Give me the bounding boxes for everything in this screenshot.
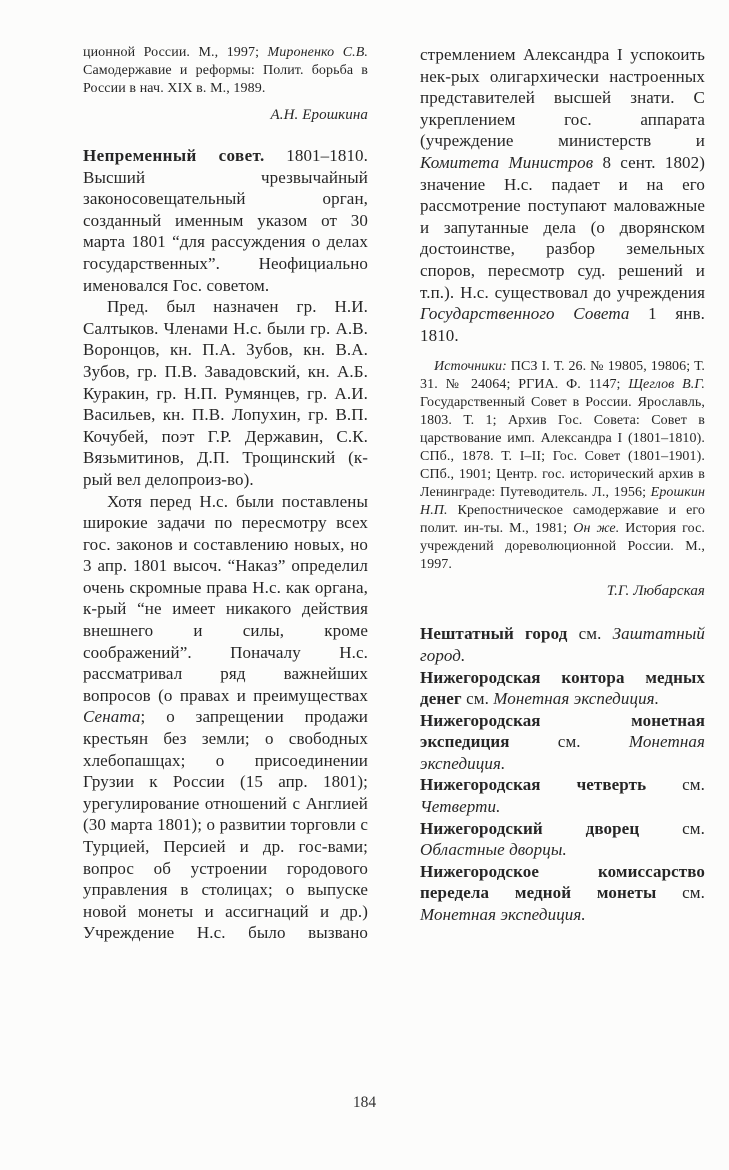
- entry-neshtatny-gorod: [420, 623, 705, 666]
- crossref-target: Монетная экспедиция.: [493, 689, 660, 709]
- crossref-target: Монетная экспедиция.: [420, 732, 705, 773]
- author-signature-eroshkina: А.Н. Ерошкина: [270, 107, 368, 123]
- see-label: см.: [461, 689, 494, 709]
- entry-headword: Непременный совет.: [83, 146, 265, 165]
- state-council-crossref: Государственного Совета: [420, 304, 630, 324]
- entry-nepremenny-sovet: [83, 145, 368, 296]
- see-label: см.: [646, 775, 705, 795]
- sources-text: ПСЗ I. Т. 26. № 19805, 19806; Т. 31. № 24064; РГИА. Ф. 1147;: [420, 359, 705, 393]
- crossref-target: Заштатный город.: [420, 624, 705, 665]
- see-label: см.: [639, 818, 705, 838]
- entry-headword: Нижегородский дворец: [420, 818, 640, 838]
- two-column-text-block: [83, 44, 705, 944]
- entry-nizhegorodsky-dvorets: [420, 818, 705, 861]
- sources-author-shcheglov: Щеглов В.Г.: [628, 377, 705, 393]
- entry-headword: Нижегородская контора медных денег: [420, 667, 705, 709]
- sources-text: История гос. учреждений дореволюционной России. М., 1997.: [420, 521, 705, 573]
- entry-headword: Нештатный город: [420, 624, 568, 644]
- author-signature-lyubarskaya: Т.Г. Любарская: [606, 583, 705, 600]
- senate-crossref: Сената: [83, 707, 141, 727]
- sources-author-idem: Он же.: [573, 521, 620, 537]
- entry-headword: Нижегородская монетная экспедиция: [420, 710, 705, 752]
- paragraph-continuation: [420, 44, 705, 346]
- bibliography-author: Мироненко С.В.: [267, 45, 368, 60]
- entry-nizhegorodskaya-chetvert: [420, 774, 705, 817]
- page-number: 184: [352, 1094, 377, 1111]
- crossref-target: Четверти.: [420, 797, 501, 817]
- entry-headword: Нижегородская четверть: [420, 775, 647, 795]
- bibliography-text: ционной России. М., 1997;: [83, 45, 268, 60]
- sources-text: Крепостническое самодержавие и его полит. ин-ты. М., 1981;: [420, 503, 705, 537]
- see-label: см.: [509, 732, 629, 752]
- sources-label: Источники:: [434, 359, 507, 375]
- entry-nizhegorodskaya-kontora: [420, 667, 705, 710]
- crossref-target: Областные дворцы.: [420, 840, 567, 860]
- paragraph-text: ; о запрещении продажи крестьян без земли; о свободных хлебопашцах; о присоединении Грузии к России (15 апр. 1801); урегулирование отношений с Англией (30 марта 1801); о развитии торговли с Турцией, Персией и др. гос-вами; вопрос об устроении городового управления в столицах; о выпуске новой монеты и ассигнаций и др.) Учреждение Н.с. было вызвано: [83, 707, 368, 943]
- left-column: [83, 44, 368, 944]
- entry-nizhegorodskoe-komissarstvo: [420, 861, 705, 926]
- committee-crossref: Комитета Министров: [420, 152, 594, 172]
- paragraph-text: 8 сент. 1802) значение Н.с. падает и на его рассмотрение поступают маловажные и запутанные дела (о дворянском достоинстве, разбор земельных споров, пересмотр суд. решений и т.п.). Н.с. существовал до учреждения: [420, 152, 706, 302]
- entry-body-text: 1801–1810. Высший чрезвычайный законосовещательный орган, созданный именным указом от 30 марта 1801 “для рассуждения о делах государственных”. Неофициально именовался Гос. советом.: [83, 146, 368, 295]
- paragraph-tasks: [83, 491, 368, 944]
- entry-headword: Нижегородское комиссарство передела медной монеты: [420, 861, 705, 903]
- paragraph-text: Хотя перед Н.с. были поставлены широкие задачи по пересмотру всех гос. законов и составлению новых, но 3 апр. 1801 высоч. “Наказ” определил очень скромные права Н.с. как органа, к-рый “не имеет никакого действия внешнего и силы, кроме соображений”. Поначалу Н.с. рассматривал ряд важнейших вопросов (о правах и преимуществах: [83, 491, 368, 705]
- paragraph-text: 1 янв. 1810.: [420, 304, 705, 345]
- crossref-target: Монетная экспедиция.: [420, 905, 586, 925]
- entry-nizhegorodskaya-monetnaya: [420, 710, 705, 775]
- sources-paragraph: [420, 358, 705, 574]
- right-column: [420, 44, 705, 944]
- cross-reference-entries: [420, 623, 705, 925]
- paragraph-text: стремлением Александра I успокоить нек-рых олигархически настроенных представителей высшей знати. С укреплением гос. аппарата (учреждение министерств и: [420, 45, 705, 151]
- sources-text: Государственный Совет в России. Ярославль, 1803. Т. 1; Архив Гос. Совета: Совет в царствование имп. Александра I (1801–1810). СПб., 1878. Т. I–II; Гос. Совет (1801–1901). СПб., 1901; Центр. гос. исторический архив в Ленинграде: Путеводитель. Л., 1956;: [420, 395, 705, 501]
- bibliography-text: Самодержавие и реформы: Полит. борьба в России в нач. XIX в. М., 1989.: [83, 63, 368, 96]
- see-label: см.: [656, 883, 705, 903]
- paragraph-chairman: Пред. был назначен гр. Н.И. Салтыков. Членами Н.с. были гр. А.В. Воронцов, кн. П.А. Зубов, кн. В.А. Зубов, гр. П.В. Завадовский, кн. А.Б. Куракин, гр. Н.П. Румянцев, гр. А.И. Васильев, кн. П.В. Лопухин, гр. В.П. Кочубей, поэт Г.Р. Державин, С.К. Вязьмитинов, Д.П. Трощинский (к-рый вел делопроиз-во).: [83, 297, 368, 489]
- sources-author-eroshkin: Ерошкин Н.П.: [420, 485, 705, 519]
- bibliography-continuation: [83, 44, 368, 98]
- see-label: см.: [567, 624, 613, 644]
